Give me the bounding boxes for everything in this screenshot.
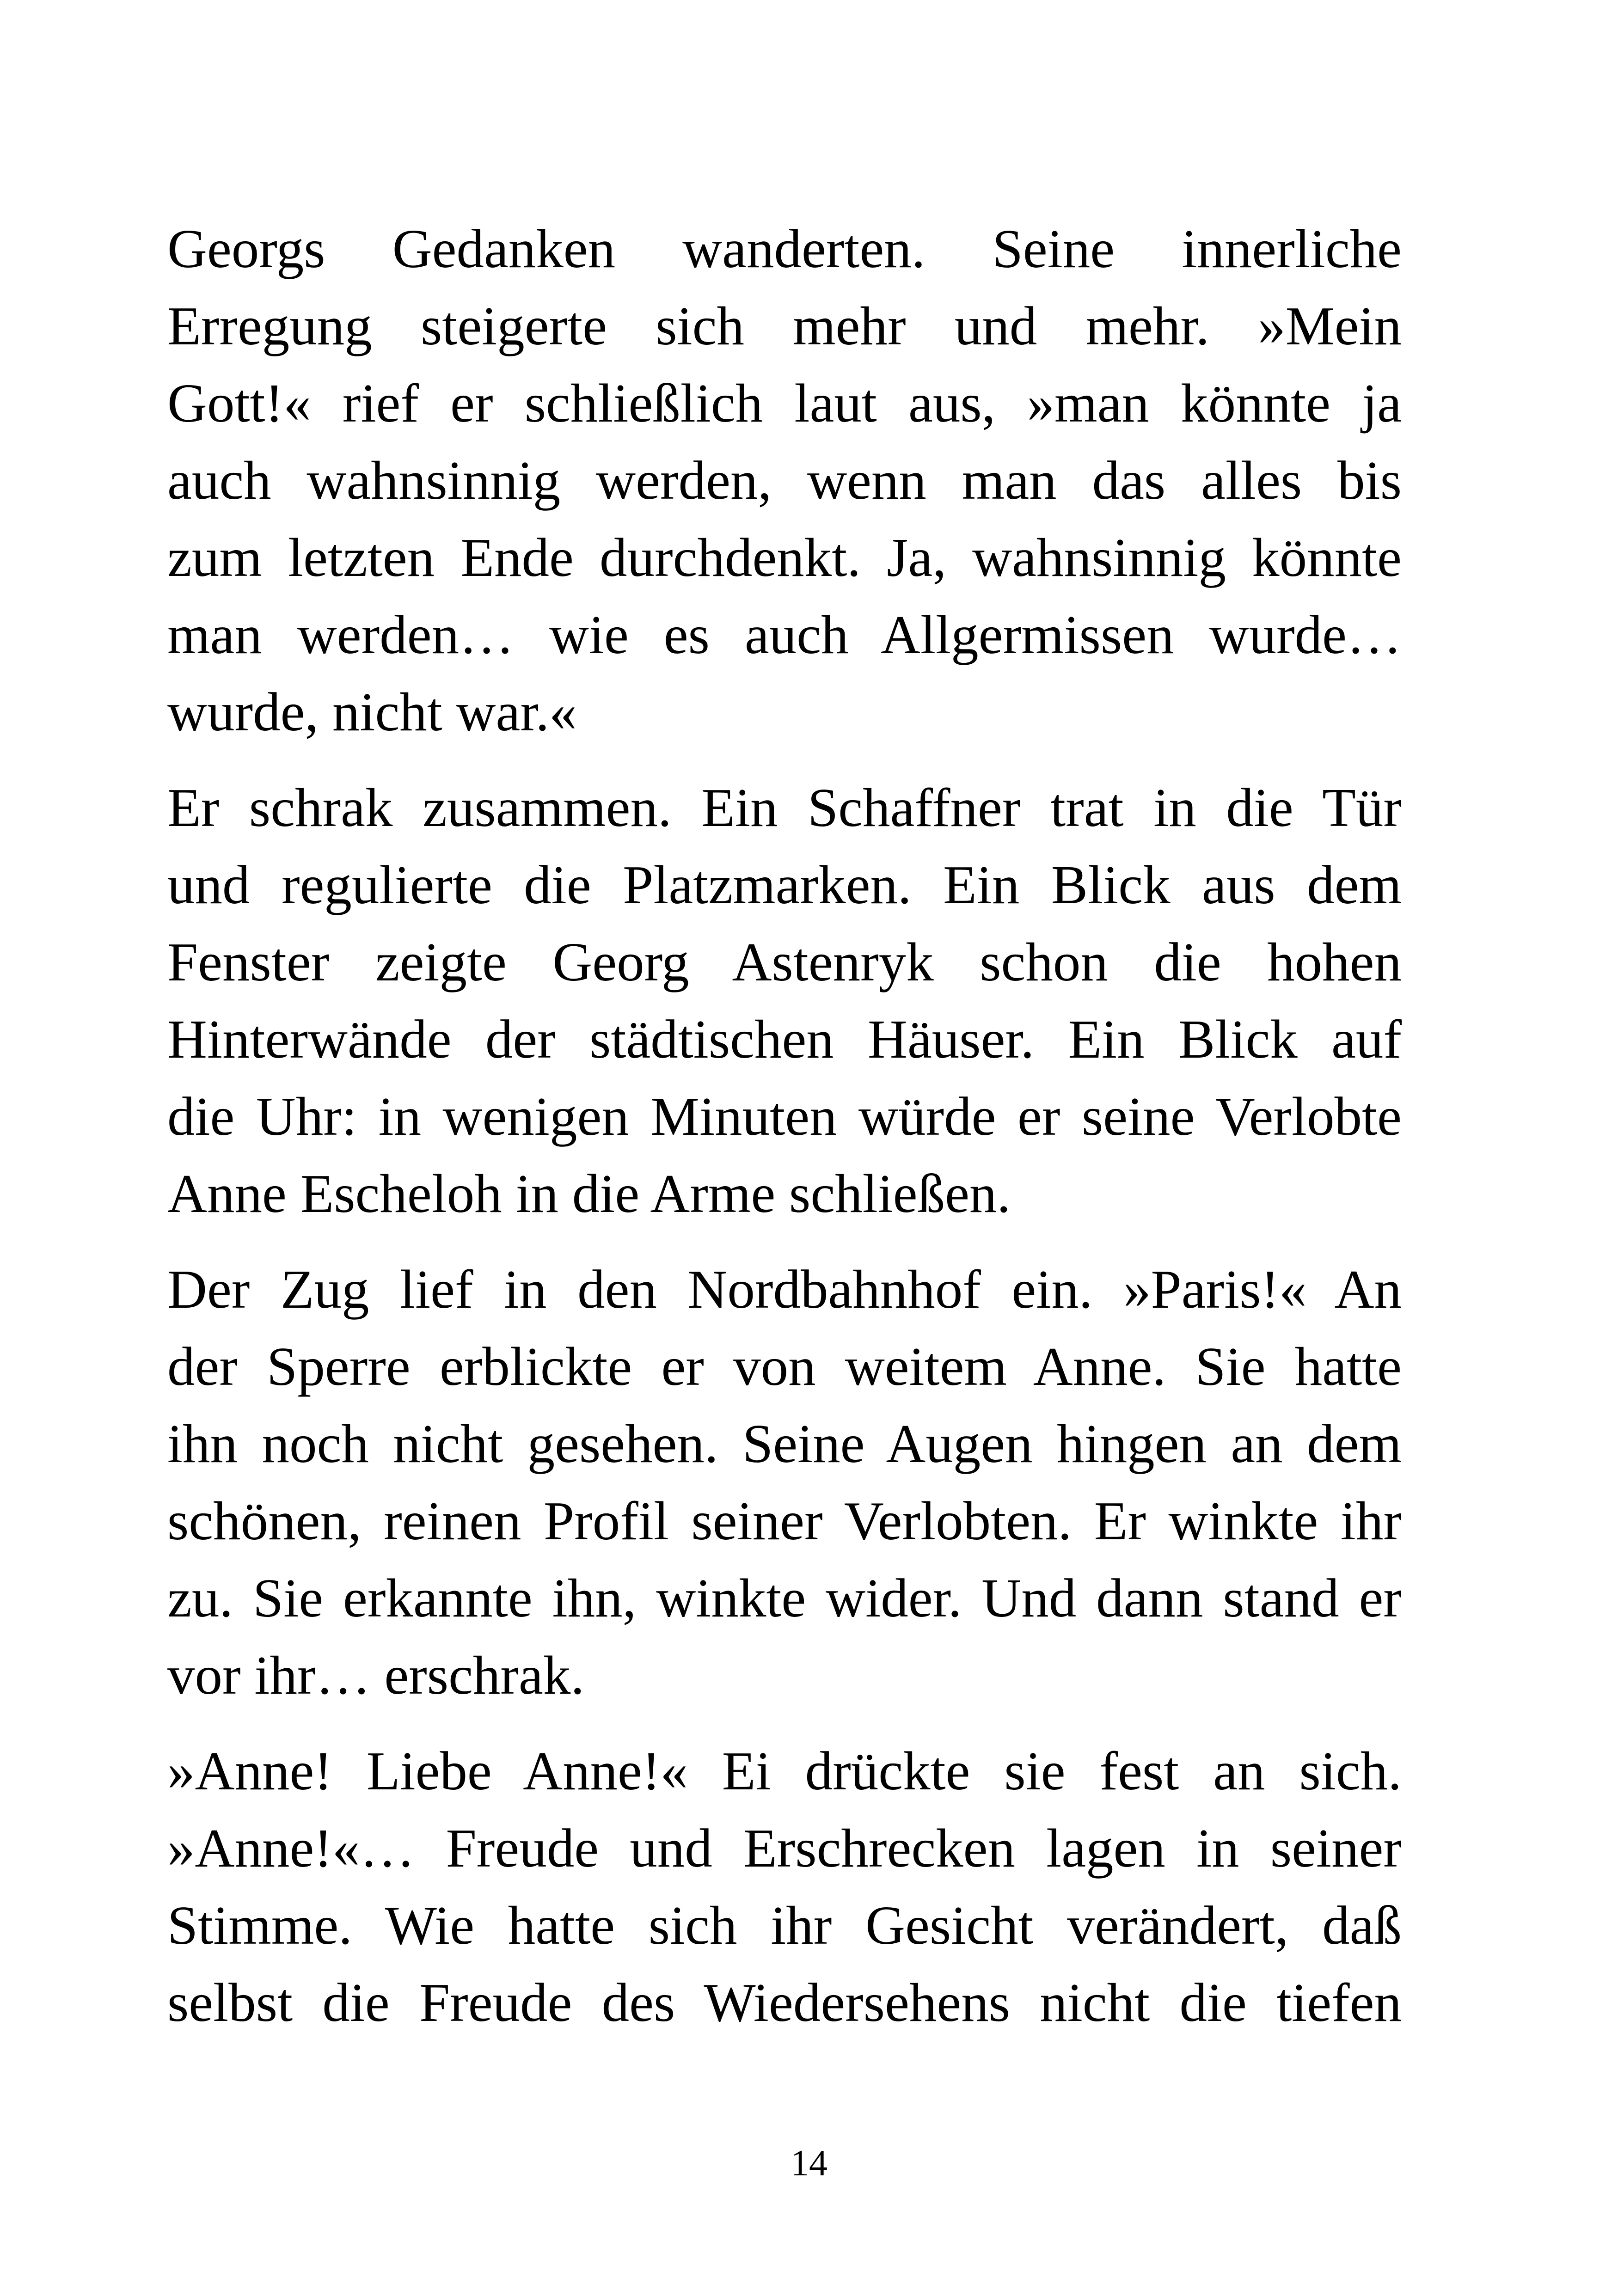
- text-line: Er schrak zusammen. Ein Schaffner trat in die Tür: [167, 777, 1402, 838]
- text-line: Georgs Gedanken wanderten. Seine innerliche: [167, 218, 1402, 279]
- text-line: »Anne!«… Freude und Erschrecken lagen in seiner: [167, 1818, 1402, 1879]
- text-line: der Sperre erblickte er von weitem Anne. Sie hatte: [167, 1336, 1402, 1397]
- paragraph: [167, 210, 1402, 751]
- text-line: schönen, reinen Profil seiner Verlobten. Er winkte ihr: [167, 1490, 1402, 1551]
- text-line: Stimme. Wie hatte sich ihr Gesicht verändert, daß: [167, 1895, 1402, 1956]
- text-line: vor ihr… erschrak.: [167, 1645, 585, 1706]
- text-line: Der Zug lief in den Nordbahnhof ein. »Paris!« An: [167, 1259, 1402, 1320]
- body-text: [167, 210, 1402, 2060]
- text-line: Erregung steigerte sich mehr und mehr. »Mein: [167, 295, 1402, 356]
- paragraph: [167, 1251, 1402, 1714]
- text-line: Fenster zeigte Georg Astenryk schon die hohen: [167, 931, 1402, 992]
- text-line: Gott!« rief er schließlich laut aus, »man könnte ja: [167, 373, 1402, 434]
- text-line: die Uhr: in wenigen Minuten würde er seine Verlobte: [167, 1086, 1402, 1147]
- text-line: Hinterwände der städtischen Häuser. Ein Blick auf: [167, 1009, 1402, 1070]
- paragraph: [167, 1733, 1402, 2041]
- text-line: ihn noch nicht gesehen. Seine Augen hingen an dem: [167, 1413, 1402, 1474]
- paragraph: [167, 769, 1402, 1232]
- text-line: selbst die Freude des Wiedersehens nicht die tiefen: [167, 1972, 1402, 2033]
- text-line: Anne Escheloh in die Arme schließen.: [167, 1163, 1011, 1224]
- text-line: auch wahnsinnig werden, wenn man das alles bis: [167, 450, 1402, 511]
- text-line: »Anne! Liebe Anne!« Ei drückte sie fest an sich.: [167, 1740, 1402, 1801]
- text-line: man werden… wie es auch Allgermissen wurde…: [167, 604, 1402, 665]
- text-line: zu. Sie erkannte ihn, winkte wider. Und dann stand er: [167, 1567, 1402, 1629]
- text-line: wurde, nicht war.«: [167, 681, 577, 742]
- text-line: zum letzten Ende durchdenkt. Ja, wahnsinnig könnte: [167, 527, 1402, 588]
- text-line: und regulierte die Platzmarken. Ein Blick aus dem: [167, 854, 1402, 915]
- page-number: 14: [791, 2143, 827, 2184]
